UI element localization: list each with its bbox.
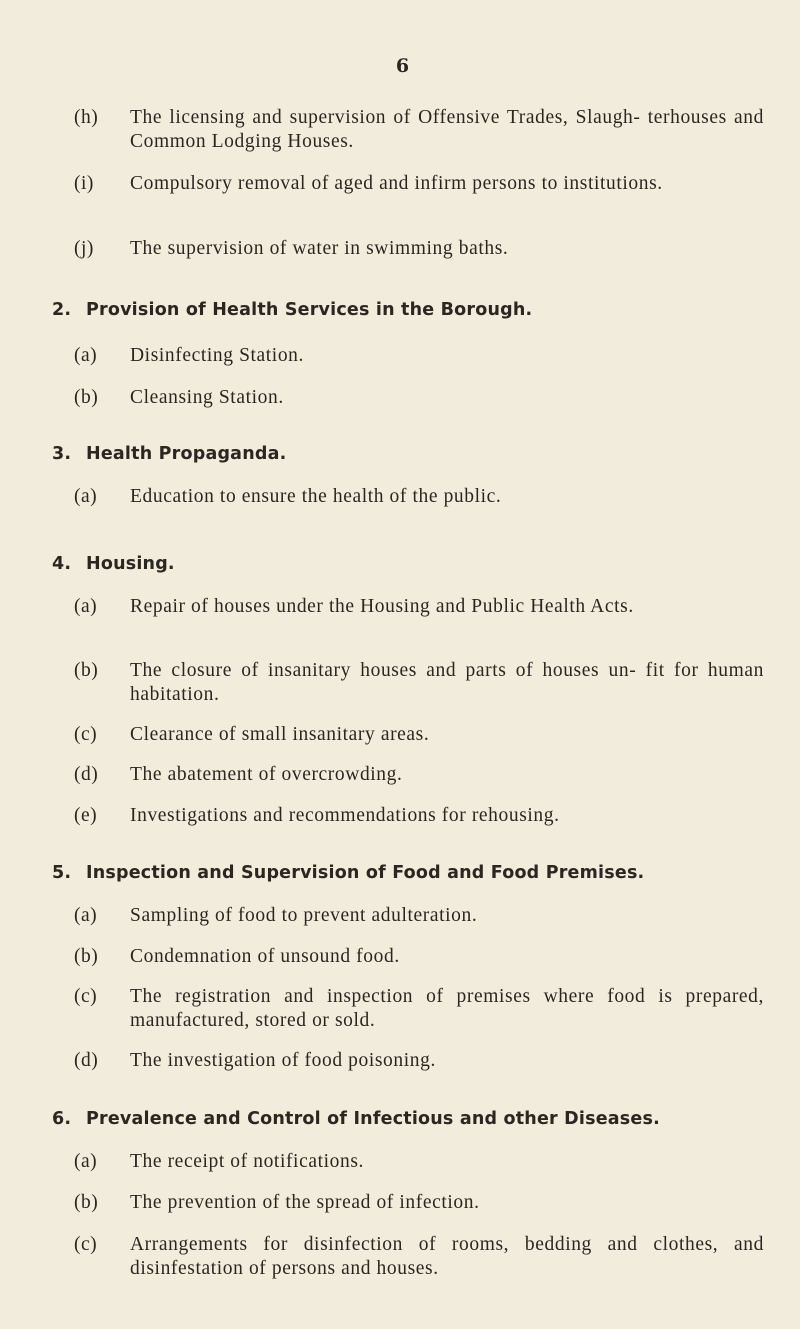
item-label: (b): [74, 1192, 99, 1213]
item-text: The abatement of overcrowding.: [130, 764, 403, 785]
item-label: (i): [74, 173, 94, 194]
list-item: [74, 904, 764, 928]
list-item: [74, 485, 764, 509]
item-text: Condemnation of unsound food.: [130, 946, 400, 967]
list-item: [74, 1150, 764, 1174]
section-title: Health Propaganda.: [86, 444, 287, 464]
item-label: (a): [74, 345, 98, 366]
item-text: Arrangements for disinfection of rooms, bedding and clothes, and disinfestation of persons and houses.: [130, 1234, 764, 1279]
item-text: The investigation of food poisoning.: [130, 1050, 436, 1071]
item-label: (d): [74, 1050, 99, 1071]
section-2-heading: [52, 300, 772, 320]
list-item: [74, 804, 764, 828]
item-label: (a): [74, 596, 98, 617]
list-item: [74, 1049, 764, 1073]
item-text: The closure of insanitary houses and parts of houses un- fit for human habitation.: [130, 660, 764, 705]
section-number: 4.: [52, 554, 72, 574]
item-text: Repair of houses under the Housing and Public Health Acts.: [130, 596, 634, 617]
section-title: Prevalence and Control of Infectious and other Diseases.: [86, 1109, 660, 1129]
section-title: Inspection and Supervision of Food and Food Premises.: [86, 863, 645, 883]
item-label: (b): [74, 946, 99, 967]
item-label: (e): [74, 805, 98, 826]
list-item: [74, 344, 764, 368]
section-number: 5.: [52, 863, 72, 883]
item-label: (a): [74, 905, 98, 926]
item-text: Cleansing Station.: [130, 387, 284, 408]
item-text: Clearance of small insanitary areas.: [130, 724, 430, 745]
item-text: Compulsory removal of aged and infirm persons to institutions.: [130, 173, 663, 194]
section-6-heading: [52, 1109, 772, 1129]
item-label: (b): [74, 387, 99, 408]
section-number: 2.: [52, 300, 72, 320]
page-number: 6: [395, 55, 410, 77]
list-item: [74, 985, 764, 1032]
item-label: (c): [74, 724, 98, 745]
item-text: Sampling of food to prevent adulteration.: [130, 905, 478, 926]
list-item: [74, 763, 764, 787]
section-title: Housing.: [86, 554, 175, 574]
item-label: (b): [74, 660, 99, 681]
list-item-j: [74, 237, 764, 261]
item-label: (d): [74, 764, 99, 785]
section-3-heading: [52, 444, 772, 464]
item-text: The receipt of notifications.: [130, 1151, 364, 1172]
item-label: (a): [74, 1151, 98, 1172]
list-item: [74, 945, 764, 969]
list-item-i: [74, 172, 764, 196]
item-text: The licensing and supervision of Offensive Trades, Slaugh- terhouses and Common Lodging Houses.: [130, 107, 764, 152]
section-number: 6.: [52, 1109, 72, 1129]
item-text: The registration and inspection of premises where food is prepared, manufactured, stored or sold.: [130, 986, 764, 1031]
item-label: (j): [74, 238, 94, 259]
section-4-heading: [52, 554, 772, 574]
item-text: The supervision of water in swimming baths.: [130, 238, 509, 259]
item-text: The prevention of the spread of infection.: [130, 1192, 480, 1213]
item-label: (h): [74, 107, 99, 128]
list-item: [74, 386, 764, 410]
item-label: (a): [74, 486, 98, 507]
section-5-heading: [52, 863, 772, 883]
list-item: [74, 595, 764, 619]
list-item: [74, 659, 764, 706]
list-item: [74, 1233, 764, 1280]
item-text: Disinfecting Station.: [130, 345, 304, 366]
item-label: (c): [74, 986, 98, 1007]
section-number: 3.: [52, 444, 72, 464]
section-title: Provision of Health Services in the Borough.: [86, 300, 533, 320]
list-item: [74, 723, 764, 747]
list-item-h: [74, 106, 764, 153]
list-item: [74, 1191, 764, 1215]
item-text: Investigations and recommendations for rehousing.: [130, 805, 560, 826]
item-text: Education to ensure the health of the public.: [130, 486, 502, 507]
item-label: (c): [74, 1234, 98, 1255]
